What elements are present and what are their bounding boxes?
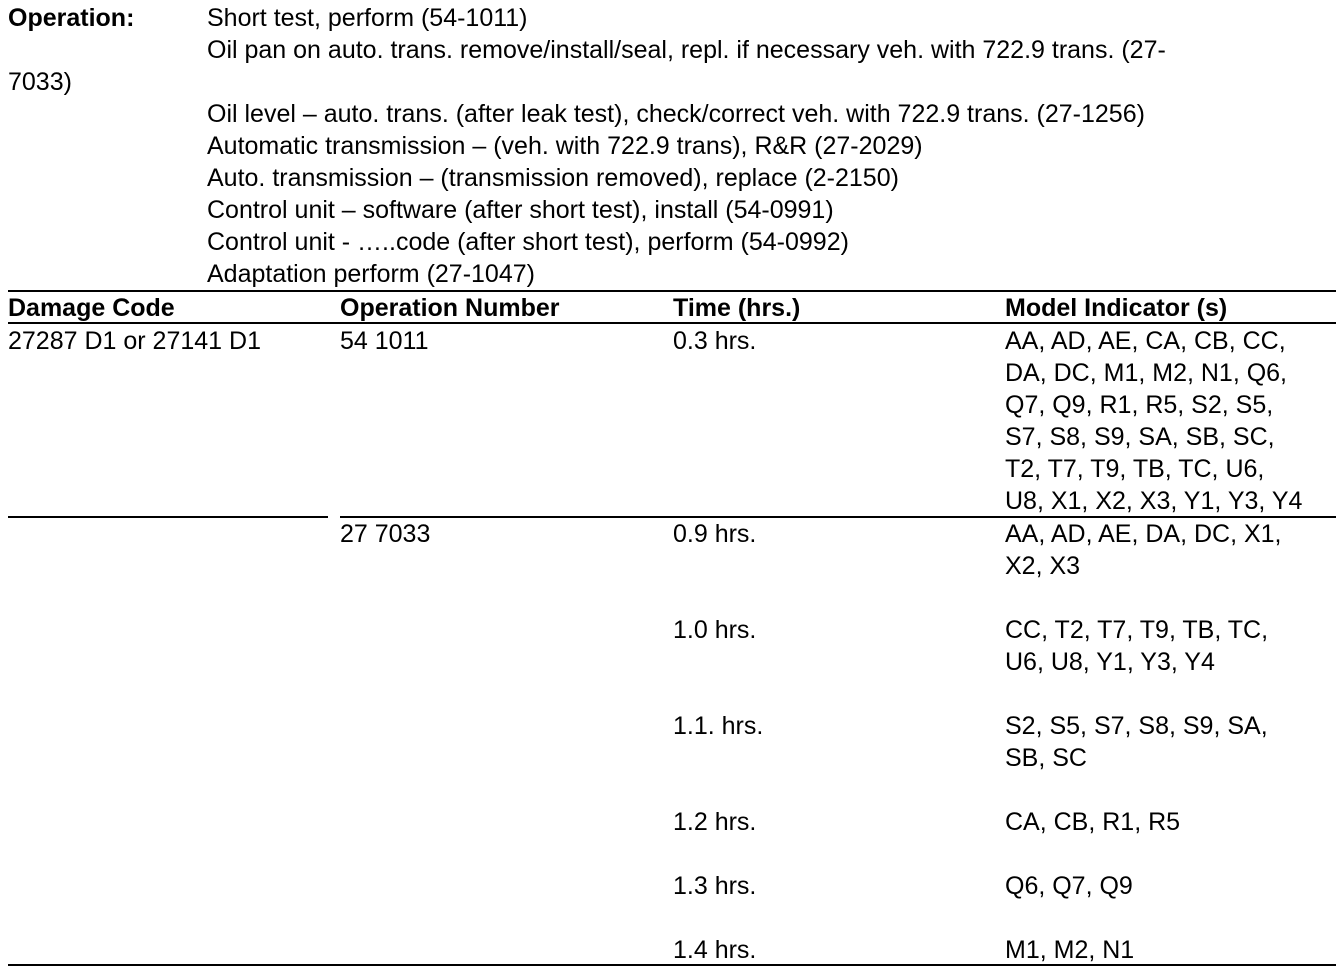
operation-label: Operation: [8, 4, 135, 32]
operation-line: Automatic transmission – (veh. with 722.9 trans), R&R (27-2029) [207, 132, 923, 160]
model-line: CC, T2, T7, T9, TB, TC, [1005, 616, 1269, 644]
operation-line: Oil pan on auto. trans. remove/install/seal, repl. if necessary veh. with 722.9 trans. (27- [207, 36, 1166, 64]
model-line: U8, X1, X2, X3, Y1, Y3, Y4 [1005, 487, 1303, 515]
time-cell: 1.1. hrs. [673, 712, 764, 740]
model-line: S2, S5, S7, S8, S9, SA, [1005, 712, 1268, 740]
time-cell: 1.2 hrs. [673, 808, 757, 836]
header-underline [8, 322, 1336, 324]
operation-line: 7033) [8, 68, 72, 96]
header-time: Time (hrs.) [673, 294, 801, 322]
time-cell: 0.9 hrs. [673, 520, 757, 548]
operation-number-cell: 27 7033 [340, 520, 431, 548]
model-line: Q6, Q7, Q9 [1005, 872, 1133, 900]
operation-line: Short test, perform (54-1011) [207, 4, 528, 32]
model-line: S7, S8, S9, SA, SB, SC, [1005, 423, 1275, 451]
header-model-indicator: Model Indicator (s) [1005, 294, 1228, 322]
model-line: AA, AD, AE, DA, DC, X1, [1005, 520, 1282, 548]
time-cell: 1.4 hrs. [673, 936, 757, 964]
model-line: M1, M2, N1 [1005, 936, 1135, 964]
operation-line: Oil level – auto. trans. (after leak test), check/correct veh. with 722.9 trans. (27-1256) [207, 100, 1145, 128]
model-line: CA, CB, R1, R5 [1005, 808, 1181, 836]
time-cell: 1.3 hrs. [673, 872, 757, 900]
model-line: DA, DC, M1, M2, N1, Q6, [1005, 359, 1288, 387]
header-damage-code: Damage Code [8, 294, 175, 322]
operation-line: Control unit - …..code (after short test), perform (54-0992) [207, 228, 849, 256]
operation-line: Auto. transmission – (transmission removed), replace (2-2150) [207, 164, 899, 192]
model-line: SB, SC [1005, 744, 1087, 772]
time-cell: 1.0 hrs. [673, 616, 757, 644]
operation-number-cell: 54 1011 [340, 327, 429, 355]
operation-line: Adaptation perform (27-1047) [207, 260, 535, 288]
header-operation-number: Operation Number [340, 294, 560, 322]
time-cell: 0.3 hrs. [673, 327, 757, 355]
operation-line: Control unit – software (after short test), install (54-0991) [207, 196, 834, 224]
model-line: X2, X3 [1005, 552, 1081, 580]
model-line: Q7, Q9, R1, R5, S2, S5, [1005, 391, 1274, 419]
model-line: T2, T7, T9, TB, TC, U6, [1005, 455, 1265, 483]
model-line: U6, U8, Y1, Y3, Y4 [1005, 648, 1215, 676]
model-line: AA, AD, AE, CA, CB, CC, [1005, 327, 1286, 355]
damage-code-cell: 27287 D1 or 27141 D1 [8, 327, 261, 355]
row-divider [8, 516, 328, 518]
